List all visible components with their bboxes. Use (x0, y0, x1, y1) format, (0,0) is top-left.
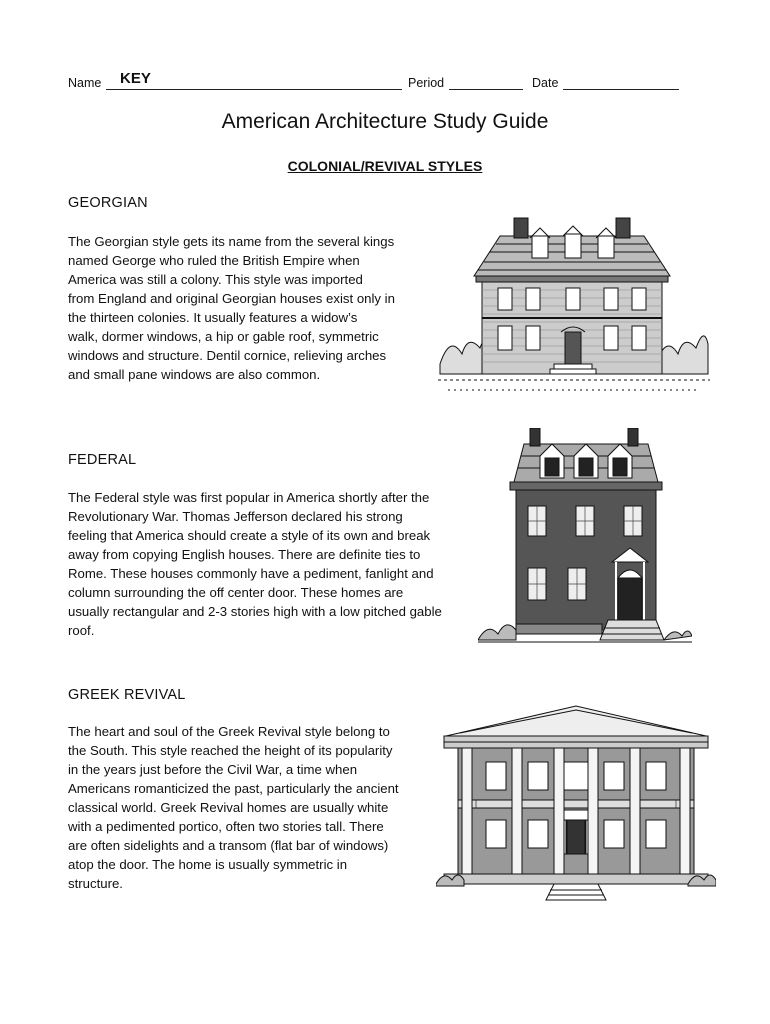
page-subtitle: COLONIAL/REVIVAL STYLES (287, 158, 483, 174)
text-line: with a pedimented portico, often two stories tall. There (68, 819, 384, 834)
name-field[interactable] (106, 89, 402, 90)
period-label: Period (408, 76, 445, 90)
text-line: the South. This style reached the height of its popularity (68, 743, 393, 758)
section-heading-federal: FEDERAL (68, 452, 137, 468)
text-line: Revolutionary War. Thomas Jefferson declared his strong (68, 509, 403, 524)
text-line: are often sidelights and a transom (flat bar of windows) (68, 838, 389, 853)
text-line: usually rectangular and 2-3 stories high with a low pitched gable (68, 604, 442, 619)
text-line: structure. (68, 876, 123, 891)
date-field[interactable] (563, 89, 679, 90)
text-line: The Federal style was first popular in America shortly after the (68, 490, 430, 505)
name-label: Name (68, 76, 102, 90)
georgian-house-drawing (438, 214, 710, 402)
page-title: American Architecture Study Guide (221, 110, 549, 133)
text-line: Rome. These houses commonly have a pediment, fanlight and (68, 566, 434, 581)
name-value: KEY (120, 70, 151, 87)
text-line: walk, dormer windows, a hip or gable roof, symmetric (68, 329, 379, 344)
text-line: from England and original Georgian houses exist only in (68, 291, 395, 306)
date-label: Date (532, 76, 559, 90)
text-line: the thirteen colonies. It usually features a widow’s (68, 310, 358, 325)
section-text-federal (68, 488, 442, 640)
federal-house-drawing (478, 428, 692, 648)
text-line: atop the door. The home is usually symmetric in (68, 857, 348, 872)
text-line: roof. (68, 623, 95, 638)
section-text-greek-revival (68, 722, 399, 893)
text-line: named George who ruled the British Empire when (68, 253, 360, 268)
period-field[interactable] (449, 89, 523, 90)
section-heading-greek-revival: GREEK REVIVAL (68, 687, 186, 703)
text-line: Americans romanticized the past, particularly the ancient (68, 781, 399, 796)
text-line: column surrounding the off center door. These homes are (68, 585, 404, 600)
text-line: feeling that America should create a style of its own and break (68, 528, 431, 543)
text-line: away from copying English houses. There are definite ties to (68, 547, 421, 562)
text-line: and small pane windows are also common. (68, 367, 321, 382)
text-line: The heart and soul of the Greek Revival style belong to (68, 724, 390, 739)
text-line: classical world. Greek Revival homes are usually white (68, 800, 389, 815)
section-heading-georgian: GEORGIAN (68, 195, 148, 211)
text-line: windows and structure. Dentil cornice, relieving arches (68, 348, 387, 363)
section-text-georgian (68, 232, 395, 384)
text-line: in the years just before the Civil War, a time when (68, 762, 358, 777)
text-line: The Georgian style gets its name from the several kings (68, 234, 395, 249)
greek-revival-house-drawing (436, 702, 716, 902)
text-line: America was still a colony. This style was imported (68, 272, 363, 287)
